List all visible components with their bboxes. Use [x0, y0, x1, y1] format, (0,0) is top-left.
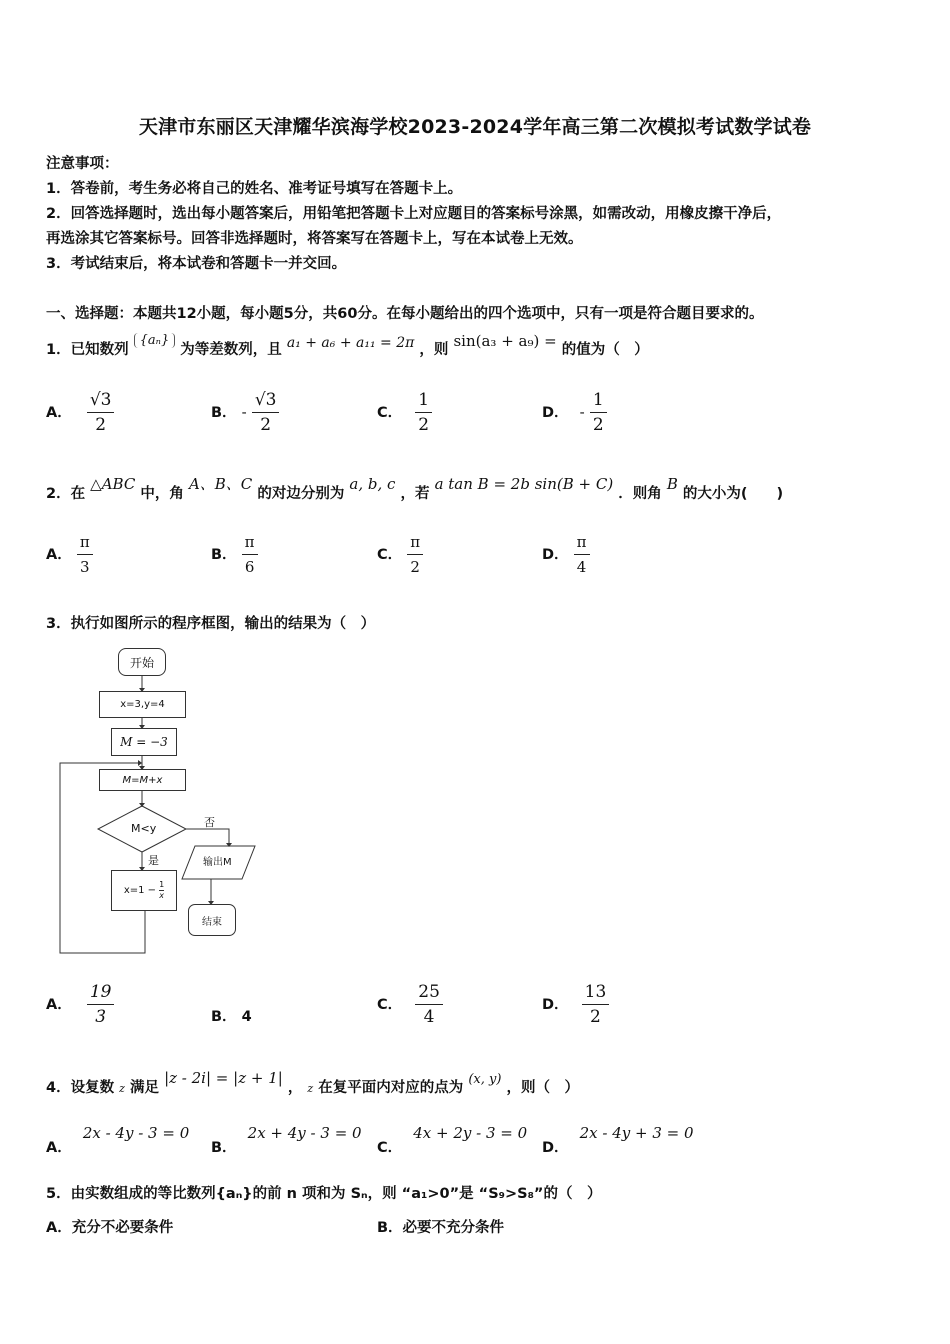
- q4-option-b: [211, 1122, 362, 1156]
- q2-angle-b: B: [666, 475, 678, 493]
- section-heading: 一、选择题：本题共12小题，每小题5分，共60分。在每小题给出的四个选项中，只有一项是符合题目要求的。: [46, 306, 764, 322]
- option-label: A．: [46, 997, 72, 1013]
- q2-sides: a, b, c: [349, 475, 396, 493]
- q4-z-2: z: [307, 1082, 314, 1095]
- q3-option-b: [211, 1005, 252, 1026]
- flow-no-label: 否: [204, 816, 215, 829]
- flow-init: x=3,y=4: [99, 691, 186, 718]
- flow-assign-prefix: x=1 −: [123, 885, 157, 896]
- q1-text-3: ，则: [419, 342, 449, 358]
- q4-a-equation: 2x - 4y - 3 = 0: [82, 1124, 190, 1142]
- q4-c-equation: 4x + 2y - 3 = 0: [413, 1124, 528, 1142]
- q1-text-4: 的值为（ ）: [561, 342, 649, 358]
- q1-d-fraction: $\frac{1}{2}$: [590, 388, 607, 437]
- q4-text-2: 满足: [130, 1080, 160, 1096]
- flow-yes-label: 是: [148, 854, 159, 867]
- q2-c-fraction: $\frac{\pi}{2}$: [407, 530, 423, 579]
- note-2b: 再选涂其它答案标号。回答非选择题时，将答案写在答题卡上，写在本试卷上无效。: [46, 231, 583, 247]
- q1-text-1: 1．已知数列: [46, 342, 129, 358]
- option-label: A．: [46, 1140, 72, 1156]
- q3-d-fraction: $\frac{13}{2}$: [582, 980, 610, 1029]
- q3-a-fraction: $\frac{19}{3}$: [87, 980, 115, 1029]
- q1-a-fraction: $\frac{√3}{2}$: [87, 388, 115, 437]
- page-title: 天津市东丽区天津耀华滨海学校2023-2024学年高三第二次模拟考试数学试卷: [138, 116, 812, 138]
- q2-d-fraction: $\frac{\pi}{4}$: [574, 530, 590, 579]
- option-label: C．: [377, 405, 403, 421]
- question-3: 3．执行如图所示的程序框图，输出的结果为（ ）: [46, 616, 376, 632]
- q2-text-6: 的大小为( ): [682, 486, 784, 502]
- q5-option-b: B．必要不充分条件: [377, 1220, 505, 1236]
- q2-b-fraction: $\frac{\pi}{6}$: [242, 530, 258, 579]
- flow-update: M=M+x: [99, 769, 186, 791]
- q5-option-a: A．充分不必要条件: [46, 1220, 174, 1236]
- option-label: C．: [377, 1140, 403, 1156]
- q4-z: z: [119, 1082, 125, 1095]
- q4-option-c: [377, 1122, 528, 1156]
- flow-start: 开始: [118, 648, 166, 676]
- note-3: 3．考试结束后，将本试卷和答题卡一并交回。: [46, 256, 347, 272]
- q2-text-3: 的对边分别为: [257, 486, 345, 502]
- flow-end: 结束: [188, 904, 236, 936]
- q3-option-d: [542, 980, 609, 1029]
- flow-assign-fraction: $\frac{1}{x}$: [159, 880, 165, 900]
- q1-b-fraction: $\frac{√3}{2}$: [252, 388, 280, 437]
- question-4: [46, 1069, 579, 1097]
- q4-b-equation: 2x + 4y - 3 = 0: [247, 1124, 362, 1142]
- option-label: D．: [542, 997, 569, 1013]
- q2-text-1: 2．在: [46, 486, 86, 502]
- q1-sequence: {aₙ}: [134, 333, 176, 348]
- option-label: D．: [542, 405, 569, 421]
- q3-option-a: [46, 980, 114, 1029]
- q4-text-4: 在复平面内对应的点为: [318, 1080, 464, 1096]
- q1-b-sign: -: [241, 403, 247, 421]
- q4-point: (x, y): [468, 1072, 502, 1087]
- option-label: B．: [211, 1009, 237, 1025]
- option-label: B．: [211, 1140, 237, 1156]
- q4-text-5: ，则（ ）: [506, 1080, 579, 1096]
- option-label: A．: [46, 547, 72, 563]
- q3-b-value: 4: [241, 1009, 252, 1025]
- q4-option-a: [46, 1122, 190, 1156]
- q1-c-fraction: $\frac{1}{2}$: [415, 388, 432, 437]
- q1-condition: a₁ + a₆ + a₁₁ = 2π: [286, 335, 415, 351]
- q3-option-c: [377, 980, 443, 1029]
- q3-c-fraction: $\frac{25}{4}$: [415, 980, 443, 1029]
- q2-a-fraction: $\frac{\pi}{3}$: [77, 530, 93, 579]
- q2-condition: a tan B = 2b sin(B + C): [434, 475, 614, 493]
- option-label: B．: [211, 405, 237, 421]
- q4-condition: |z - 2i| = |z + 1|: [164, 1069, 283, 1087]
- option-label: B．: [211, 547, 237, 563]
- q1-expression: sin(a₃ + a₉) =: [453, 332, 557, 350]
- flow-condition: M<y: [131, 822, 157, 835]
- option-label: D．: [542, 547, 569, 563]
- flow-assign: [111, 870, 177, 911]
- q2-angles: A、B、C: [188, 475, 253, 493]
- q4-option-d: [542, 1122, 694, 1156]
- q1-text-2: 为等差数列，且: [180, 342, 282, 358]
- q2-text-4: ，若: [400, 486, 430, 502]
- note-1: 1．答卷前，考生务必将自己的姓名、准考证号填写在答题卡上。: [46, 181, 463, 197]
- q2-triangle: △ABC: [90, 475, 136, 493]
- q1-d-sign: -: [579, 403, 585, 421]
- notes-heading: 注意事项：: [46, 156, 119, 172]
- option-label: D．: [542, 1140, 569, 1156]
- option-label: C．: [377, 997, 403, 1013]
- option-label: A．: [46, 405, 72, 421]
- q4-text-3: ，: [287, 1080, 303, 1096]
- flow-output: 输出M: [203, 857, 232, 868]
- flow-m-init: M = −3: [111, 728, 177, 756]
- q4-d-equation: 2x - 4y + 3 = 0: [579, 1124, 694, 1142]
- question-5: 5．由实数组成的等比数列{aₙ}的前 n 项和为 Sₙ，则 “a₁>0”是 “S₉>S₈”的（ ）: [46, 1186, 602, 1202]
- option-label: C．: [377, 547, 403, 563]
- q2-text-5: ．则角: [618, 486, 662, 502]
- q2-text-2: 中，角: [140, 486, 184, 502]
- note-2a: 2．回答选择题时，选出每小题答案后，用铅笔把答题卡上对应题目的答案标号涂黑，如需改动，用橡皮擦干净后，: [46, 206, 782, 222]
- q4-text-1: 4．设复数: [46, 1080, 115, 1096]
